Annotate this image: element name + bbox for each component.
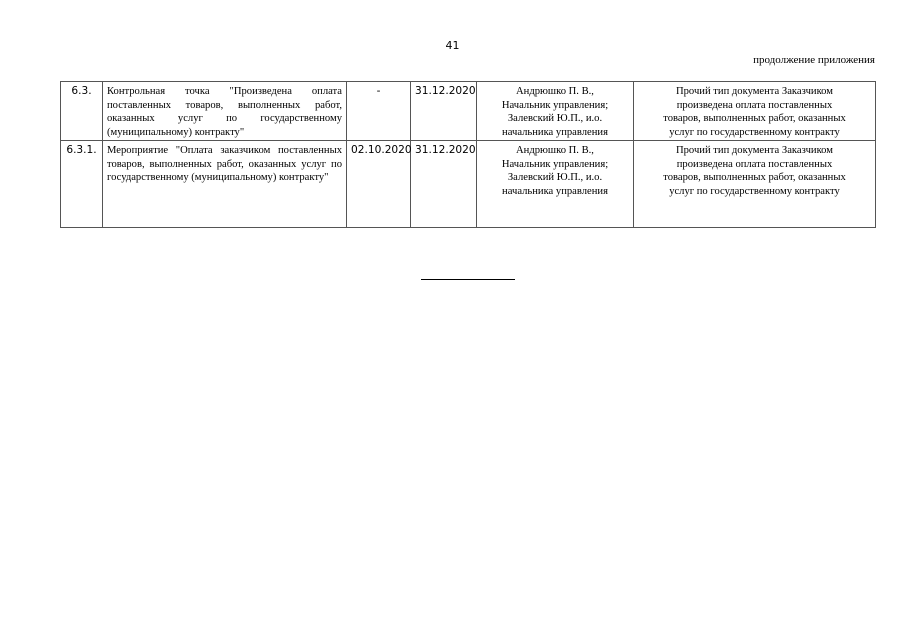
responsible-line: Андрюшко П. В.,: [516, 86, 594, 97]
document-type-line: товаров, выполненных работ, оказанных: [663, 172, 846, 183]
responsible-line: Залевский Ю.П., и.о.: [507, 172, 603, 183]
document-type-line: услуг по государственному контракту: [669, 185, 840, 197]
item-number: 6.3.: [61, 82, 103, 141]
responsible-line: начальника управления: [502, 126, 608, 138]
responsible-line: Начальник управления;: [501, 99, 609, 111]
responsible-line: Андрюшко П. В.,: [516, 145, 594, 156]
responsible-persons: [477, 82, 634, 141]
responsible-line: начальника управления: [502, 185, 608, 197]
end-separator-line: [421, 279, 515, 280]
document-type: [634, 141, 876, 228]
page-number: 41: [445, 39, 460, 52]
item-name: Контрольная точка "Произведена оплата поставленных товаров, выполненных работ, оказанных услуг по государственному (муниципальному) контракту": [103, 82, 347, 141]
document-type-line: товаров, выполненных работ, оказанных: [663, 113, 846, 124]
document-table: [60, 81, 876, 228]
end-date: 31.12.2020: [411, 82, 477, 141]
document-type-line: произведена оплата поставленных: [676, 99, 833, 111]
document-type-line: Прочий тип документа Заказчиком: [675, 145, 833, 156]
start-date: -: [347, 82, 411, 141]
document-type-line: Прочий тип документа Заказчиком: [675, 86, 833, 97]
document-type-line: услуг по государственному контракту: [669, 126, 840, 138]
table-row: [61, 82, 876, 141]
responsible-line: Начальник управления;: [501, 158, 609, 170]
table-row: [61, 141, 876, 228]
responsible-line: Залевский Ю.П., и.о.: [507, 113, 603, 124]
end-date: 31.12.2020: [411, 141, 477, 228]
document-type-line: произведена оплата поставленных: [676, 158, 833, 170]
responsible-persons: [477, 141, 634, 228]
item-number: 6.3.1.: [61, 141, 103, 228]
start-date: 02.10.2020: [347, 141, 411, 228]
item-name: Мероприятие "Оплата заказчиком поставленных товаров, выполненных работ, оказанных услуг по государственному (муниципальному) контракту": [103, 141, 347, 228]
document-type: [634, 82, 876, 141]
continuation-note: продолжение приложения: [753, 54, 875, 66]
